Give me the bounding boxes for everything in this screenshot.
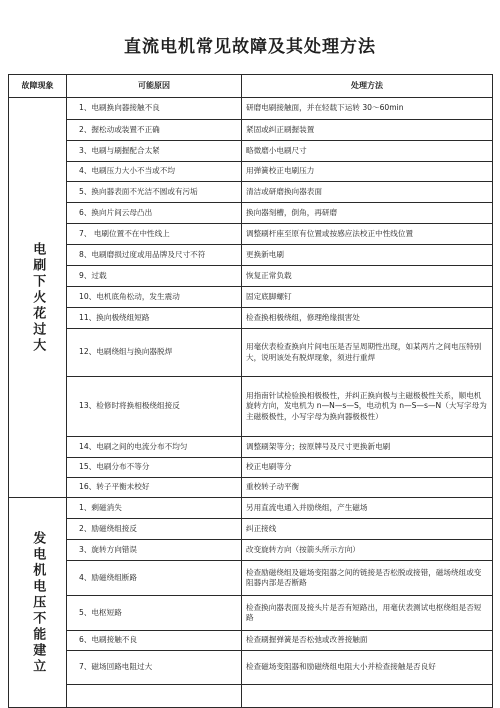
symptom-cell: 发电机电压不能建立: [9, 498, 67, 708]
table-row: [9, 519, 493, 540]
fault-table: [8, 74, 493, 708]
cause-cell: 3、旋转方向错误: [67, 540, 242, 561]
table-row: [9, 651, 493, 685]
table-row: [9, 437, 493, 458]
cause-cell: 8、电刷磨损过度或用品牌及尺寸不符: [67, 245, 242, 266]
cause-cell: 1、剩磁消失: [67, 498, 242, 519]
table-row: [9, 266, 493, 287]
method-cell: 检查励磁绕组及磁场变阻器之间的链接是否松脱或接错，磁场绕组或变阻器内部是否断路: [242, 561, 493, 596]
table-row: [9, 141, 493, 162]
cause-cell: 4、电刷压力大小不当或不均: [67, 162, 242, 182]
cause-cell: 9、过载: [67, 266, 242, 287]
table-row: [9, 287, 493, 308]
table-header-row: [9, 75, 493, 98]
method-cell: 调整刷杆座至原有位置或按感应法校正中性线位置: [242, 224, 493, 245]
cause-cell: 5、换向器表面不光洁不圆或有污垢: [67, 182, 242, 203]
table-row: [9, 561, 493, 596]
method-cell: 清洁或研磨换向器表面: [242, 182, 493, 203]
cause-cell: 11、换向极绕组短路: [67, 308, 242, 329]
method-cell: 检查换向器表面及接头片是否有短路出，用毫伏表测试电枢绕组是否短路: [242, 596, 493, 631]
method-cell: 调整刷架等分；按原牌号及尺寸更换新电刷: [242, 437, 493, 458]
table-row: [9, 329, 493, 377]
cause-cell: 12、电刷绕组与换向器脱焊: [67, 329, 242, 377]
table-row: [9, 377, 493, 437]
cause-cell: 5、电枢短路: [67, 596, 242, 631]
method-cell: 改变旋转方向（按箭头所示方向）: [242, 540, 493, 561]
table-row: [9, 685, 493, 708]
method-cell: 另用直流电通入并励绕组，产生磁场: [242, 498, 493, 519]
cause-cell: 15、电刷分布不等分: [67, 458, 242, 478]
method-cell: 恢复正常负载: [242, 266, 493, 287]
cause-cell: 10、电机底角松动，发生震动: [67, 287, 242, 308]
table-row: [9, 182, 493, 203]
table-row: [9, 540, 493, 561]
cause-cell: 2、励磁绕组接反: [67, 519, 242, 540]
cause-cell: 4、励磁绕组断路: [67, 561, 242, 596]
cause-cell: [67, 685, 242, 708]
method-cell: 用弹簧校正电刷压力: [242, 162, 493, 182]
table-row: [9, 631, 493, 651]
method-cell: 更换新电刷: [242, 245, 493, 266]
symptom-cell: 电刷下火花过大: [9, 98, 67, 498]
table-row: [9, 458, 493, 478]
table-row: [9, 498, 493, 519]
cause-cell: 1、电刷换向器接触不良: [67, 98, 242, 120]
cause-cell: 3、电刷与刷握配合太紧: [67, 141, 242, 162]
cause-cell: 6、换向片间云母凸出: [67, 203, 242, 224]
cause-cell: 14、电刷之间的电流分布不均匀: [67, 437, 242, 458]
header-method: 处理方法: [242, 75, 493, 98]
method-cell: [242, 685, 493, 708]
method-cell: 略微磨小电刷尺寸: [242, 141, 493, 162]
method-cell: 检查磁场变阻器和励磁绕组电阻大小并检查接触是否良好: [242, 651, 493, 685]
table-row: [9, 245, 493, 266]
table-row: [9, 98, 493, 120]
header-symptom: 故障现象: [9, 75, 67, 98]
cause-cell: 13、检修时将换相极绕组接反: [67, 377, 242, 437]
method-cell: 纠正接线: [242, 519, 493, 540]
table-row: [9, 120, 493, 141]
table-row: [9, 203, 493, 224]
method-cell: 紧固或纠正刷握装置: [242, 120, 493, 141]
method-cell: 固定底脚螺钉: [242, 287, 493, 308]
method-cell: 检查刷握弹簧是否松弛或改善接触面: [242, 631, 493, 651]
table-row: [9, 162, 493, 182]
method-cell: 换向器刻槽，倒角，再研磨: [242, 203, 493, 224]
method-cell: 检查换相极绕组，修理绝缘损害处: [242, 308, 493, 329]
cause-cell: 16、转子平衡未校好: [67, 478, 242, 498]
table-row: [9, 308, 493, 329]
page-title: 直流电机常见故障及其处理方法: [124, 37, 376, 57]
method-cell: 用毫伏表检查换向片间电压是否呈周期性出现，如某两片之间电压特别大，说明该处有脱焊现象，须进行重焊: [242, 329, 493, 377]
cause-cell: 2、握松动或装置不正确: [67, 120, 242, 141]
table-row: [9, 478, 493, 498]
method-cell: 重校转子动平衡: [242, 478, 493, 498]
method-cell: 用指南针试检验换相极极性，并纠正换向极与主磁极极性关系，顺电机旋转方向，发电机为 n—N—s—S，电动机为 n—S—s—N（大写字母为主磁极极性，小写字母为换向器极极性）: [242, 377, 493, 437]
cause-cell: 7、磁场回路电阻过大: [67, 651, 242, 685]
table-row: [9, 596, 493, 631]
header-cause: 可能原因: [67, 75, 242, 98]
table-body: [9, 98, 493, 708]
method-cell: 研磨电刷接触面，并在轻载下运转 30～60min: [242, 98, 493, 120]
table-row: [9, 224, 493, 245]
cause-cell: 7、 电刷位置不在中性线上: [67, 224, 242, 245]
method-cell: 校正电刷等分: [242, 458, 493, 478]
cause-cell: 6、电刷接触不良: [67, 631, 242, 651]
